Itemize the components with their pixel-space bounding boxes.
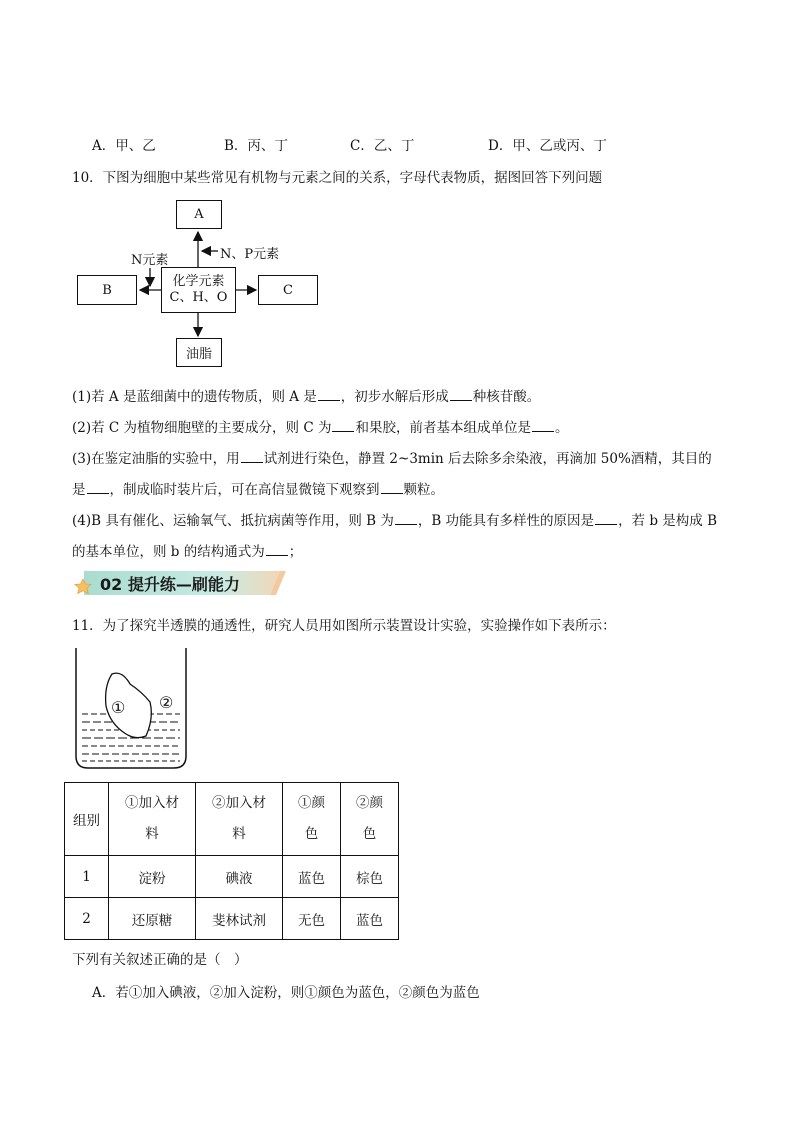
label-circle-1: ① [111, 698, 126, 717]
box-c: C [258, 275, 318, 305]
center-line1: 化学元素 [172, 274, 225, 289]
q10-p3-b: 试剂进行染色，静置 2~3min 后去除多余染液，再滴加 50%酒精，其目的 [263, 451, 712, 467]
box-oil: 油脂 [176, 338, 222, 367]
header-cell: ②加入材 料 [196, 783, 283, 856]
q10-p2-a: (2)若 C 为植物细胞壁的主要成分，则 C 为 [72, 420, 332, 436]
diagram-arrows [0, 0, 794, 380]
label-n: N元素 [131, 253, 169, 268]
table-cell: 无色 [283, 898, 341, 940]
q11-question: 下列有关叙述正确的是（ ） [72, 952, 248, 968]
table-cell: 碘液 [196, 856, 283, 898]
blank [532, 419, 554, 432]
header-cell: ①加入材 料 [109, 783, 196, 856]
q11-option-a: A．若①加入碘液，②加入淀粉，则①颜色为蓝色，②颜色为蓝色 [92, 985, 480, 1001]
blank [332, 419, 354, 432]
table-cell: 2 [65, 898, 109, 940]
table-cell: 淀粉 [109, 856, 196, 898]
q10-p3-a: (3)在鉴定油脂的实验中，用 [72, 451, 240, 467]
box-a: A [176, 200, 222, 229]
q9-option-c: C．乙、丁 [350, 138, 415, 154]
header-cell: ①颜 色 [283, 783, 341, 856]
blank [87, 481, 109, 494]
blank [241, 450, 263, 463]
box-chemical-elements [161, 267, 236, 313]
q10-part4-line1 [72, 509, 717, 529]
blank [595, 512, 617, 525]
q10-p4-c: ，若 b 是构成 B [618, 513, 717, 529]
q11-stem: 11．为了探究半透膜的通透性，研究人员用如图所示装置设计实验，实验操作如下表所示： [72, 618, 616, 634]
q10-part3-line2 [72, 478, 444, 498]
q10-stem: 10．下图为细胞中某些常见有机物与元素之间的关系，字母代表物质，据图回答下列问题 [72, 170, 603, 186]
table-row [65, 898, 399, 940]
q10-p1-c: 种核苷酸。 [472, 389, 541, 405]
q10-p1-a: (1)若 A 是蓝细菌中的遗传物质，则 A 是 [72, 389, 317, 405]
table-header-row [65, 783, 399, 856]
table-cell: 蓝色 [341, 898, 399, 940]
q10-p3-d: ，制成临时装片后，可在高信显微镜下观察到 [109, 482, 380, 498]
q10-p4-a: (4)B 具有催化、运输氧气、抵抗病菌等作用，则 B 为 [72, 513, 394, 529]
q10-p4-d: 的基本单位，则 b 的结构通式为 [72, 544, 265, 560]
center-line2: C、H、O [169, 290, 228, 305]
q10-p2-c: 。 [554, 420, 569, 436]
table-cell: 蓝色 [283, 856, 341, 898]
table-cell: 1 [65, 856, 109, 898]
q9-option-d: D．甲、乙或丙、丁 [488, 138, 607, 154]
q10-p3-c: 是 [72, 482, 86, 498]
q10-p4-b: ，B 功能具有多样性的原因是 [417, 513, 595, 529]
table-row [65, 856, 399, 898]
q10-p3-e: 颗粒。 [403, 482, 444, 498]
label-np: N、P元素 [220, 247, 280, 262]
q10-part1 [72, 385, 540, 405]
table-cell: 还原糖 [109, 898, 196, 940]
blank [381, 481, 403, 494]
blank [266, 543, 288, 556]
q9-option-a: A．甲、乙 [92, 138, 156, 154]
table-cell: 棕色 [341, 856, 399, 898]
q9-option-b: B．丙、丁 [224, 138, 288, 154]
q10-part3-line1 [72, 447, 712, 467]
experiment-table [64, 782, 399, 940]
blank [395, 512, 417, 525]
blank [450, 388, 472, 401]
q10-p2-b: 和果胶，前者基本组成单位是 [355, 420, 531, 436]
q10-part2 [72, 416, 568, 436]
q10-p4-e: ； [288, 544, 303, 560]
label-circle-2: ② [159, 693, 174, 712]
box-b: B [77, 275, 137, 305]
header-cell: 组别 [65, 783, 109, 856]
table-cell: 斐林试剂 [196, 898, 283, 940]
header-cell: ②颜 色 [341, 783, 399, 856]
beaker-svg [68, 644, 192, 774]
q10-p1-b: ，初步水解后形成 [340, 389, 449, 405]
q10-part4-line2 [72, 540, 302, 560]
section-title: 02 提升练—刷能力 [100, 575, 240, 594]
blank [318, 388, 340, 401]
